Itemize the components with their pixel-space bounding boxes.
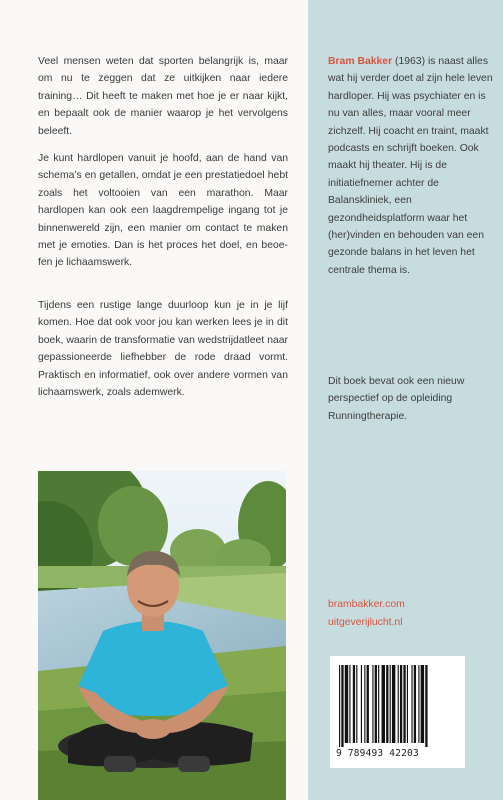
barcode-bar xyxy=(425,665,427,747)
barcode-bar xyxy=(367,665,369,743)
description-paragraph-1: Veel mensen weten dat sporten belangrijk is, maar om nu te zeggen dat ze uitkijken naar iedere training… Dit heeft te maken met hoe je er naar kijkt, en bepaalt ook de manier waarop je het vervolgens beleeft. xyxy=(38,56,288,137)
author-bio xyxy=(328,53,493,279)
barcode-bar xyxy=(382,665,385,743)
barcode-bar xyxy=(375,665,377,743)
website-links xyxy=(328,596,405,632)
barcode-bar xyxy=(400,665,402,743)
barcode-bar xyxy=(356,665,357,743)
author-year: (1963) xyxy=(395,56,426,67)
barcode-bar xyxy=(403,665,405,743)
barcode-bar xyxy=(345,665,348,743)
author-photo xyxy=(38,471,286,800)
link-uitgeverijlucht[interactable]: uitgeverijlucht.nl xyxy=(328,617,403,628)
book-note: Dit boek bevat ook een nieuw perspectief op de opleiding Runningtherapie. xyxy=(328,376,465,422)
isbn-number: 9 789493 42203 xyxy=(336,748,419,759)
barcode-bar xyxy=(414,665,416,743)
link-brambakker[interactable]: brambakker.com xyxy=(328,599,405,610)
barcode-bar xyxy=(390,665,391,743)
author-name: Bram Bakker xyxy=(328,56,393,67)
isbn-barcode xyxy=(330,656,465,768)
barcode-bar xyxy=(386,665,388,743)
barcode-bar xyxy=(392,665,395,743)
barcode-bar xyxy=(372,665,373,743)
barcode-bar xyxy=(411,665,412,743)
barcode-bar xyxy=(364,665,365,743)
barcode-bar xyxy=(407,665,408,743)
description-paragraph-3: Tijdens een rustige lange duurloop kun je in je lijf komen. Hoe dat ook voor jou kan werken lees je in dit boek, waarin de transformatie van wedstrijdatleet naar gepassioneerde liefhebber de rode draad vormt. Praktisch en informatief, ook over andere vormen van lichaamswerk, zoals ademwerk. xyxy=(38,300,288,399)
barcode-bar xyxy=(361,665,362,743)
barcode-bar xyxy=(353,665,355,743)
barcode-bar xyxy=(378,665,379,743)
description-paragraph-2: Je kunt hardlopen vanuit je hoofd, aan de hand van schema’s en getallen, omdat je een prestatiedoel hebt zoals het voltooien van een marathon. Maar hardlopen kan ook een laagdrempelige ingang tot je binnenwereld zijn, een manier om contact te maken met je emoties. Dan is het proces het doel, en beoe-fen je lichaamswerk. xyxy=(38,153,288,269)
barcode-bars xyxy=(339,665,456,747)
barcode-bar xyxy=(418,665,419,743)
barcode-bar xyxy=(349,665,350,743)
barcode-bar xyxy=(398,665,399,743)
barcode-bar xyxy=(341,665,343,747)
barcode-bar xyxy=(421,665,424,743)
barcode-bar xyxy=(339,665,340,747)
author-bio-text: is naast alles wat hij verder doet al zijn hele leven hardloper. Hij was psychiater en is nu van alles, maar vooral meer zichzelf. Hij coacht en traint, maakt podcasts en schrijft boeken. Ook maakt hij theater. Hij is de initiatiefnemer achter de Balanskliniek, een gezondheidsplatform waar het (her)vinden en behouden van een gezonde balans in het leven het centrale thema is. xyxy=(328,56,493,276)
